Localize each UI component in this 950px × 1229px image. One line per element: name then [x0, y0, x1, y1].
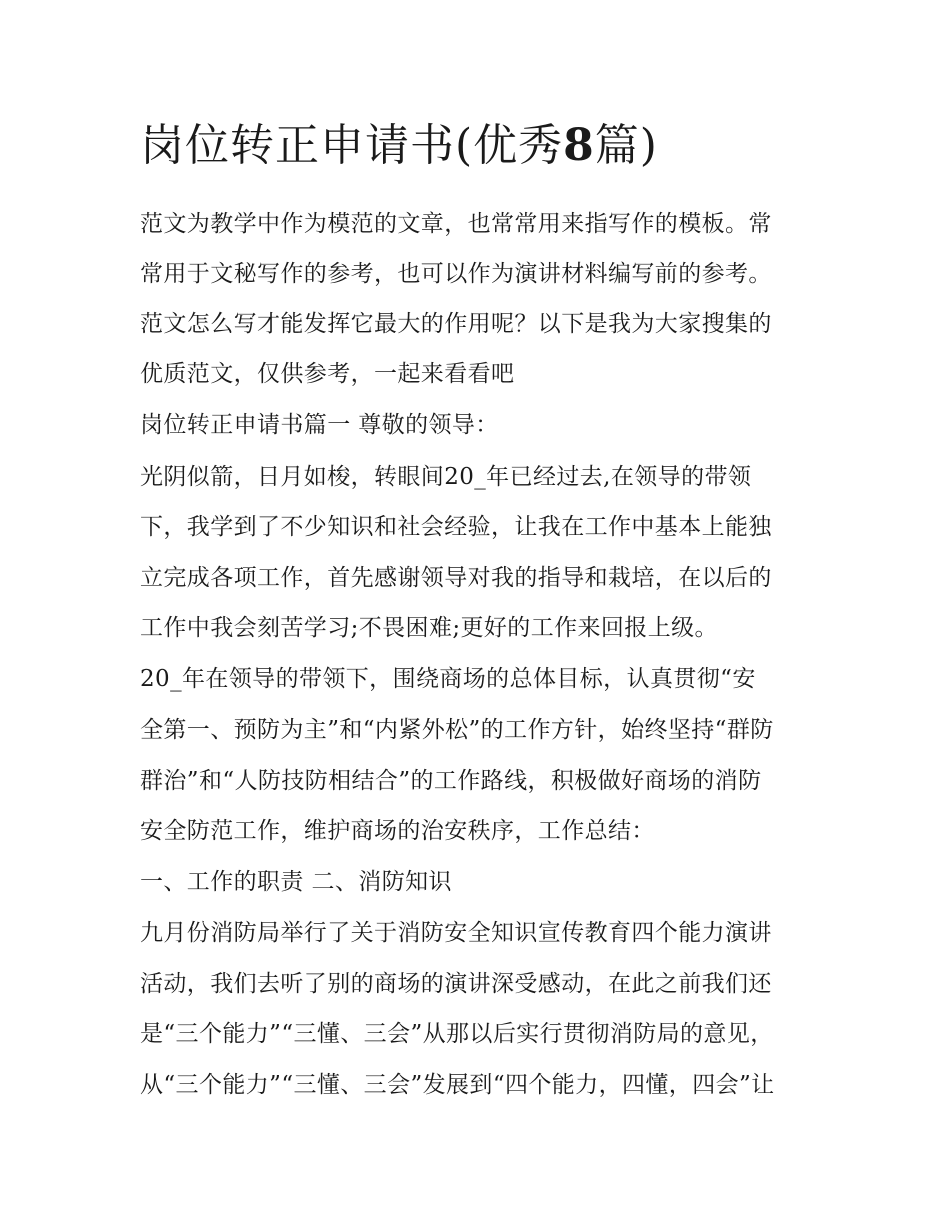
text-line: 是“三个能力”“三懂、三会”从那以后实行贯彻消防局的意见，: [140, 1021, 774, 1047]
text-line: 优质范文，仅供参考，一起来看看吧: [140, 361, 515, 387]
text-line: 光阴似箭，日月如梭，转眼间20_年已经过去,在领导的带领: [140, 464, 752, 490]
title-suffix: 篇): [594, 120, 658, 171]
title-number: 8: [563, 120, 595, 171]
text-line: 一、工作的职责 二、消防知识: [140, 869, 452, 895]
text-line: 下，我学到了不少知识和社会经验，让我在工作中基本上能独: [140, 514, 772, 540]
text-line: 立完成各项工作，首先感谢领导对我的指导和栽培，在以后的: [140, 565, 772, 591]
text-line: 安全防范工作，维护商场的治安秩序，工作总结：: [140, 818, 655, 844]
text-line: 活动，我们去听了别的商场的演讲深受感动，在此之前我们还: [140, 971, 772, 997]
text-line: 范文怎么写才能发挥它最大的作用呢？以下是我为大家搜集的: [140, 311, 772, 337]
text-line: 从“三个能力”“三懂、三会”发展到“四个能力，四懂，四会”让: [140, 1072, 775, 1098]
text-line: 群治”和“人防技防相结合”的工作路线，积极做好商场的消防: [140, 768, 762, 794]
section-heading: 岗位转正申请书篇一 尊敬的领导：: [140, 412, 499, 438]
text-line: 全第一、预防为主”和“内紧外松”的工作方针，始终坚持“群防: [140, 717, 774, 743]
text-line: 工作中我会刻苦学习;不畏困难;更好的工作来回报上级。: [140, 615, 718, 641]
text-line: 常用于文秘写作的参考，也可以作为演讲材料编写前的参考。: [140, 261, 772, 287]
text-line: 九月份消防局举行了关于消防安全知识宣传教育四个能力演讲: [140, 920, 772, 946]
title-prefix: 岗位转正申请书(优秀: [140, 120, 564, 171]
text-line: 20_年在领导的带领下，围绕商场的总体目标，认真贯彻“安: [140, 666, 756, 692]
page-title: [140, 116, 840, 176]
text-line: 范文为教学中作为模范的文章，也常常用来指写作的模板。常: [140, 211, 772, 237]
